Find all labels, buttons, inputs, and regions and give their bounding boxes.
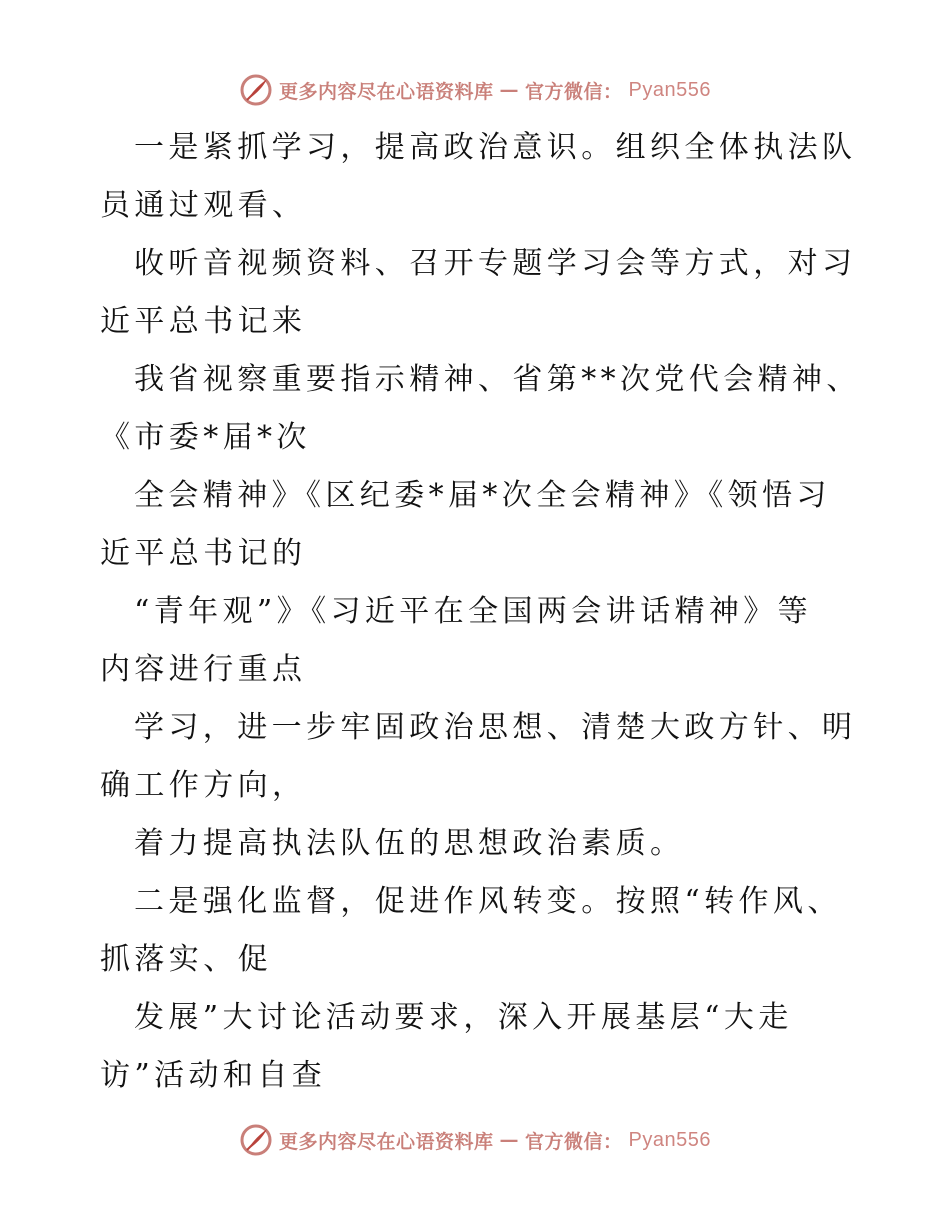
body-text-line: 学习，进一步牢固政治思想、清楚大政方针、明 <box>134 710 857 745</box>
page-header-watermark <box>0 68 950 112</box>
body-text-line: 访”活动和自查 <box>100 1058 327 1093</box>
body-text-line: 二是强化监督，促进作风转变。按照“转作风、 <box>134 884 842 919</box>
watermark-wechat-id: Pyan556 <box>628 1128 711 1151</box>
feather-circle-logo-icon <box>239 73 273 107</box>
watermark-contact-text: 官方微信： <box>525 80 623 103</box>
body-text-line: 抓落实、促 <box>100 942 272 977</box>
watermark-wechat-id: Pyan556 <box>628 78 711 101</box>
body-text-line: 内容进行重点 <box>100 652 307 687</box>
document-body <box>100 119 860 1105</box>
body-text-line: 一是紧抓学习，提高政治意识。组织全体执法队 <box>134 130 857 165</box>
body-text-line: 近平总书记的 <box>100 536 307 571</box>
page-footer-watermark <box>0 1118 950 1162</box>
body-text-line: 员通过观看、 <box>100 188 307 223</box>
watermark-brand-text: 更多内容尽在心语资料库 <box>279 1130 494 1153</box>
watermark-brand <box>239 1123 711 1157</box>
watermark-separator: — <box>499 1129 520 1151</box>
body-text-line: 着力提高执法队伍的思想政治素质。 <box>134 826 685 861</box>
body-text-line: 发展”大讨论活动要求，深入开展基层“大走 <box>134 1000 793 1035</box>
feather-circle-logo-icon <box>239 1123 273 1157</box>
body-text-line: 全会精神》《区纪委*届*次全会精神》《领悟习 <box>134 478 831 513</box>
watermark-brand <box>239 73 711 107</box>
body-text-line: 我省视察重要指示精神、省第**次党代会精神、 <box>134 362 861 397</box>
watermark-separator: — <box>499 79 520 101</box>
body-text-line: 《市委*届*次 <box>100 420 311 455</box>
body-text-line: “青年观”》《习近平在全国两会讲话精神》等 <box>134 594 813 629</box>
body-text-line: 收听音视频资料、召开专题学习会等方式，对习 <box>134 246 857 281</box>
body-text-line: 近平总书记来 <box>100 304 307 339</box>
body-text-line: 确工作方向， <box>100 768 307 803</box>
watermark-contact-text: 官方微信： <box>525 1130 623 1153</box>
watermark-brand-text: 更多内容尽在心语资料库 <box>279 80 494 103</box>
